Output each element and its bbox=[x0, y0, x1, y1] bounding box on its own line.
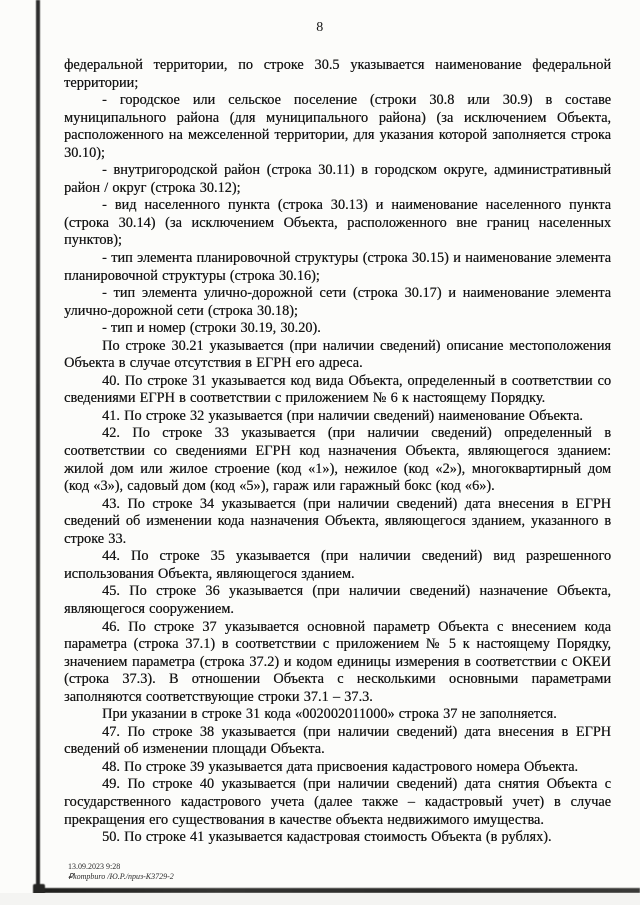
paragraph-item-49: 49. По строке 40 указывается (при наличии сведений) дата снятия Объекта с государственного кадастрового учета (далее также – кадастровый учет) в случае прекращения его существования в качестве объекта недвижимого имущества. bbox=[64, 776, 611, 828]
paragraph-line-30-21: По строке 30.21 указывается (при наличии сведений) описание местоположения Объекта в случае отсутствия в ЕГРН его адреса. bbox=[64, 337, 611, 372]
paragraph-item-42: 42. По строке 33 указывается (при наличии сведений) определенный в соответствии со сведениями ЕГРН код назначения Объекта, являющегося зданием: жилой дом или жилое строение (код «1»), нежилое (код «2»), многоквартирный дом (код «3»), садовый дом (код «5»), гараж или гаражный бокс (код «6»). bbox=[64, 425, 611, 495]
paragraph-item-43: 43. По строке 34 указывается (при наличии сведений) дата внесения в ЕГРН сведений об изменении кода назначения Объекта, являющегося зданием, указанного в строке 33. bbox=[64, 495, 611, 547]
paragraph-item-44: 44. По строке 35 указывается (при наличии сведений) вид разрешенного использования Объекта, являющегося зданием. bbox=[64, 548, 611, 582]
paragraph-item-46: 46. По строке 37 указывается основной параметр Объекта с внесением кода параметра (строка 37.1) в соответствии с приложением № 5 к настоящему Порядку, значением параметра (строка 37.2) и кодом единицы измерения в соответствии с ОКЕИ (строка 37.3). В отношении Объекта с несколькими основными параметрами заполняются соответствующие строки 37.1 – 37.3. bbox=[64, 618, 611, 705]
list-item-street-network: - тип элемента улично-дорожной сети (строка 30.17) и наименование элемента улично-дорожной сети (строка 30.18); bbox=[64, 285, 611, 319]
scan-margin-bottom bbox=[0, 893, 640, 905]
list-item-planning-structure: - тип элемента планировочной структуры (строка 30.15) и наименование элемента планировочной структуры (строка 30.16); bbox=[64, 250, 611, 284]
paragraph-item-48: 48. По строке 39 указывается дата присвоения кадастрового номера Объекта. bbox=[102, 758, 579, 775]
footer-stamp bbox=[68, 862, 174, 882]
list-item-settlement: - городское или сельское поселение (строки 30.8 или 30.9) в составе муниципального района (для муниципального района) (за исключением Объекта, расположенного на межселенной территории, для указания которой заполняется строка 30.10); bbox=[64, 92, 611, 161]
paragraph-continuation: федеральной территории, по строке 30.5 указывается наименование федеральной территории; bbox=[64, 57, 611, 91]
paragraph-item-40: 40. По строке 31 указывается код вида Объекта, определенный в соответствии со сведениями ЕГРН в соответствии с приложением № 6 к настоящему Порядку. bbox=[64, 372, 611, 407]
paragraph-item-41: 41. По строке 32 указывается (при наличии сведений) наименование Объекта. bbox=[102, 407, 583, 424]
list-item-locality: - вид населенного пункта (строка 30.13) и наименование населенного пункта (строка 30.14) (за исключением Объекта, расположенного вне границ населенных пунктов); bbox=[64, 197, 611, 249]
paragraph-item-45: 45. По строке 36 указывается (при наличии сведений) назначение Объекта, являющегося сооружением. bbox=[64, 583, 611, 617]
document-body bbox=[64, 57, 611, 847]
list-item-city-district: - внутригородской район (строка 30.11) в городском округе, административный район / округ (строка 30.12); bbox=[64, 162, 611, 196]
scan-edge-left bbox=[36, 0, 40, 896]
page-number: 8 bbox=[316, 20, 324, 35]
footer-code: ₽kompburo /Ю.Р./приз-К3729-2 bbox=[68, 872, 174, 881]
paragraph-item-50: 50. По строке 41 указывается кадастровая стоимость Объекта (в рублях). bbox=[102, 829, 552, 846]
paragraph-code-note: При указании в строке 31 кода «002002011000» строка 37 не заполняется. bbox=[102, 706, 557, 723]
footer-datetime: 13.09.2023 9:28 bbox=[68, 862, 121, 871]
list-item-type-number: - тип и номер (строки 30.19, 30.20). bbox=[102, 320, 321, 337]
paragraph-item-47: 47. По строке 38 указывается (при наличии сведений) дата внесения в ЕГРН сведений об изменении площади Объекта. bbox=[64, 723, 611, 758]
